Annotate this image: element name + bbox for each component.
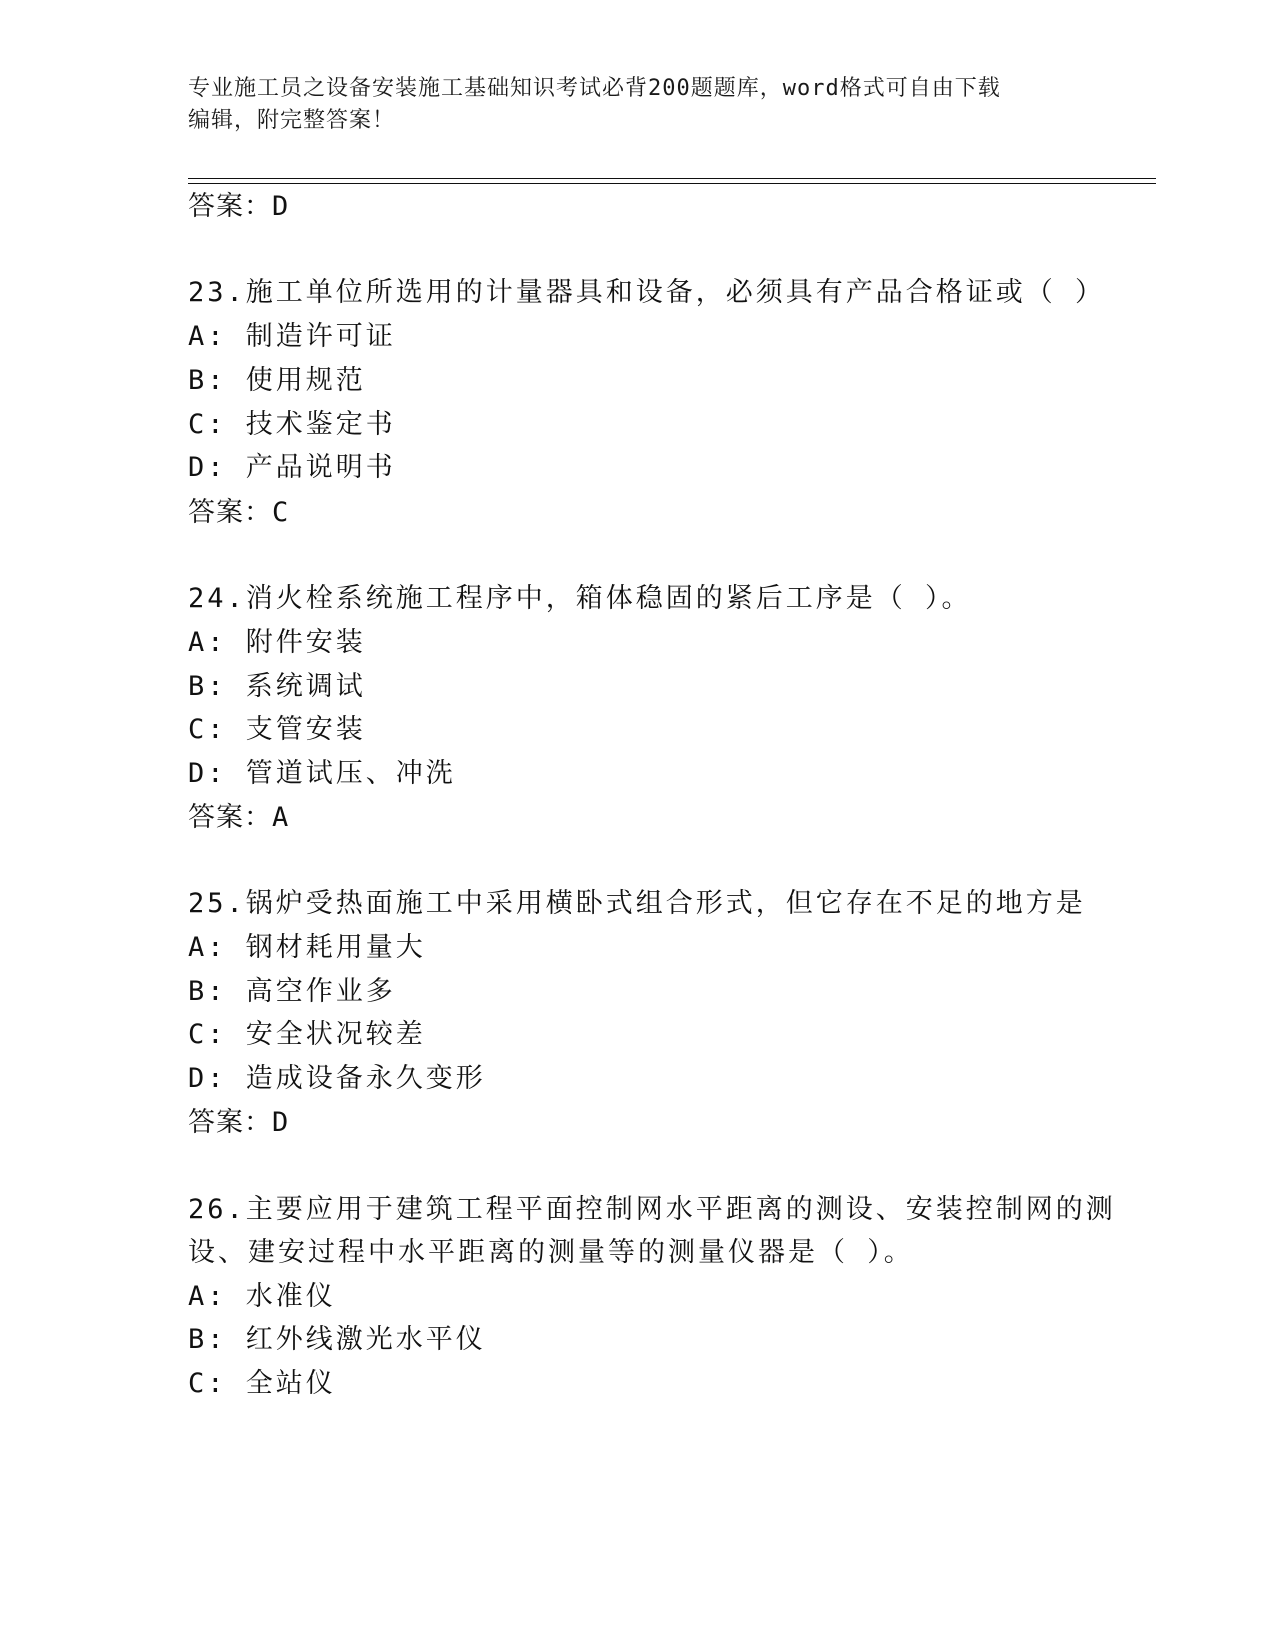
header-line-1: 专业施工员之设备安装施工基础知识考试必背200题题库，word格式可自由下载 <box>188 76 1001 101</box>
answer-label: 答案： <box>188 497 272 528</box>
question-26-option-b: B: 红外线激光水平仪 <box>188 1324 486 1355</box>
question-23-option-d: D: 产品说明书 <box>188 452 396 483</box>
question-23-option-a: A: 制造许可证 <box>188 321 396 352</box>
answer-value: A <box>272 802 290 833</box>
question-26-option-c: C: 全站仪 <box>188 1368 336 1399</box>
question-23-option-c: C: 技术鉴定书 <box>188 409 396 440</box>
question-23-stem: 23.施工单位所选用的计量器具和设备，必须具有产品合格证或（ ） <box>188 277 1106 308</box>
question-26-stem-line-2: 设、建安过程中水平距离的测量等的测量仪器是（ ）。 <box>188 1237 914 1268</box>
question-25-option-c: C: 安全状况较差 <box>188 1019 426 1050</box>
question-25-option-a: A: 钢材耗用量大 <box>188 932 426 963</box>
question-25-option-d: D: 造成设备永久变形 <box>188 1063 486 1094</box>
answer-value: D <box>272 1107 290 1138</box>
question-25-option-b: B: 高空作业多 <box>188 976 396 1007</box>
question-24-option-a: A: 附件安装 <box>188 627 366 658</box>
answer-prev <box>188 190 289 224</box>
question-25-stem: 25.锅炉受热面施工中采用横卧式组合形式，但它存在不足的地方是 <box>188 888 1086 919</box>
question-23-option-b: B: 使用规范 <box>188 365 366 396</box>
answer-value: D <box>272 191 290 222</box>
answer-label: 答案： <box>188 802 272 833</box>
header-divider-top <box>188 178 1156 179</box>
question-26-option-a: A: 水准仪 <box>188 1281 336 1312</box>
header-divider-bottom <box>188 183 1156 184</box>
question-24-stem: 24.消火栓系统施工程序中，箱体稳固的紧后工序是（ ）。 <box>188 583 972 614</box>
question-24-option-c: C: 支管安装 <box>188 714 366 745</box>
header-line-2: 编辑，附完整答案！ <box>188 108 396 133</box>
document-header <box>188 73 1088 137</box>
answer-label: 答案： <box>188 191 272 222</box>
answer-value: C <box>272 497 290 528</box>
question-25-answer <box>188 1106 289 1140</box>
answer-label: 答案： <box>188 1107 272 1138</box>
question-24-option-d: D: 管道试压、冲洗 <box>188 758 456 789</box>
question-24-answer <box>188 801 289 835</box>
question-26-stem-line-1: 26.主要应用于建筑工程平面控制网水平距离的测设、安装控制网的测 <box>188 1194 1116 1225</box>
question-23-answer <box>188 496 289 530</box>
question-24-option-b: B: 系统调试 <box>188 671 366 702</box>
